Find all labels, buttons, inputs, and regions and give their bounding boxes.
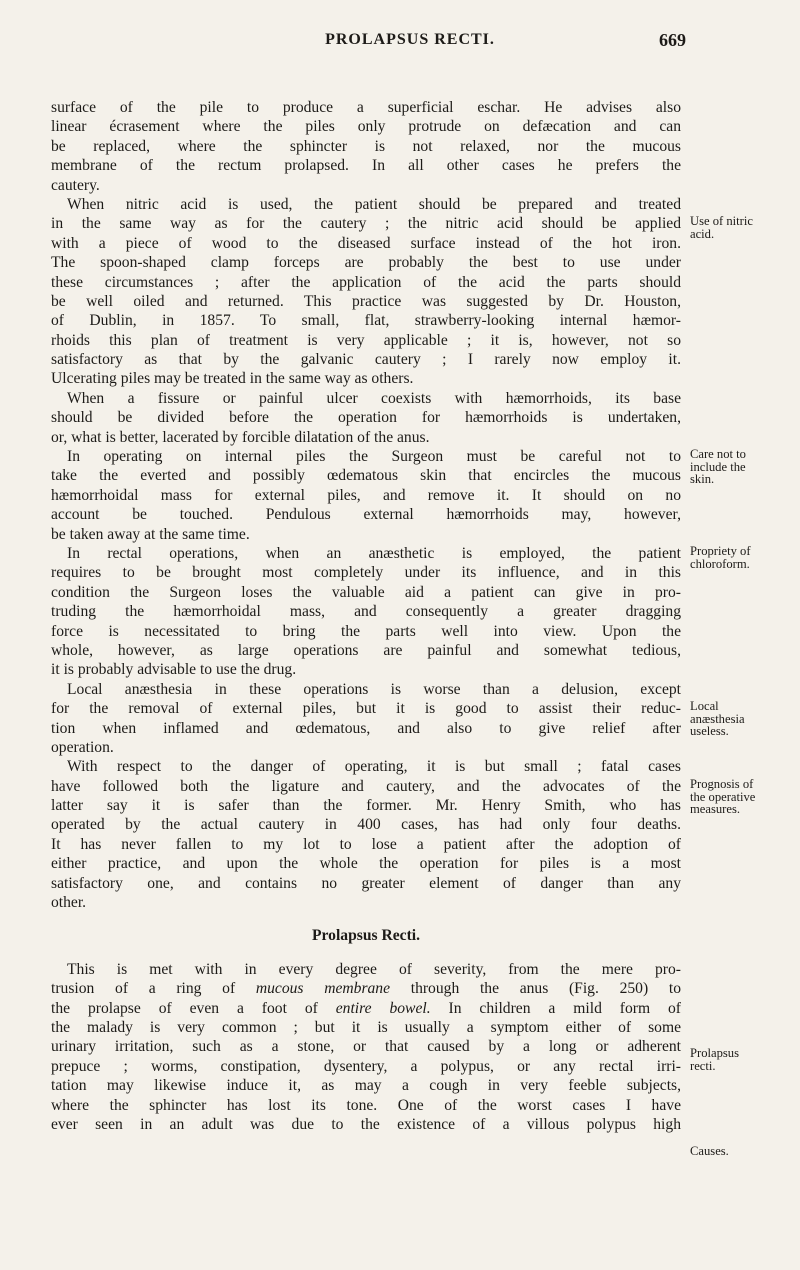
text-run: trusion of a ring of xyxy=(51,980,256,998)
text-line: requires to be brought most completely under its influence, and in this xyxy=(51,564,681,582)
text-line: latter say it is safer than the former. Mr. Henry Smith, who has xyxy=(51,797,681,815)
page-number: 669 xyxy=(659,30,686,50)
margin-note-line: Propriety of xyxy=(690,544,751,558)
text-line: or, what is better, lacerated by forcible dilatation of the anus. xyxy=(51,428,430,446)
text-line: take the everted and possibly œdematous skin that encircles the mucous xyxy=(51,467,681,485)
text-line: other. xyxy=(51,894,87,912)
text-run: through the anus (Fig. 250) to xyxy=(390,980,681,998)
margin-note-skin xyxy=(690,448,795,486)
text-line: the malady is very common ; but it is usually a symptom either of some xyxy=(51,1018,681,1036)
text-line: either practice, and upon the whole the operation for piles is a most xyxy=(51,855,681,873)
margin-note-line: the operative xyxy=(690,789,756,804)
margin-note-line: Use of nitric xyxy=(690,214,753,228)
italic-term: entire bowel. xyxy=(335,999,431,1017)
text-line: surface of the pile to produce a superficial eschar. He advises also xyxy=(51,99,681,116)
text-line: When nitric acid is used, the patient should be prepared and treated xyxy=(67,195,681,213)
margin-note-causes xyxy=(690,1145,795,1158)
margin-note-nitric-acid xyxy=(690,215,795,240)
text-run: the prolapse of even a foot of xyxy=(51,999,336,1017)
running-head: PROLAPSUS RECTI. xyxy=(325,31,495,48)
text-line: be replaced, where the sphincter is not relaxed, nor the mucous xyxy=(51,137,681,155)
text-line: cautery. xyxy=(51,176,100,194)
text-line: prepuce ; worms, constipation, dysentery, a polypus, or any rectal irri- xyxy=(51,1057,681,1075)
margin-note-prognosis xyxy=(690,778,795,816)
text-line: condition the Surgeon loses the valuable aid a patient can give in pro- xyxy=(51,583,681,601)
text-line: The spoon-shaped clamp forceps are probably the best to use under xyxy=(51,254,681,272)
text-line: rhoids this plan of treatment is very applicable ; it is, however, not so xyxy=(51,331,681,349)
margin-note-line: measures. xyxy=(690,802,741,817)
text-line: Local anæsthesia in these operations is worse than a delusion, except xyxy=(67,680,681,698)
margin-note-line: recti. xyxy=(690,1058,716,1073)
text-line xyxy=(51,979,681,998)
margin-note-chloroform xyxy=(690,545,795,570)
text-line: where the sphincter has lost its tone. One of the worst cases I have xyxy=(51,1096,681,1114)
text-line: satisfactory one, and contains no greater element of danger than any xyxy=(51,874,681,892)
margin-note-prolapsus-recti xyxy=(690,1047,795,1072)
text-line: With respect to the danger of operating, it is but small ; fatal cases xyxy=(67,758,681,776)
text-line: whole, however, as large operations are painful and somewhat tedious, xyxy=(51,641,681,659)
section-heading: Prolapsus Recti. xyxy=(312,927,420,945)
margin-note-line: Care not to xyxy=(690,447,746,461)
text-line xyxy=(51,999,681,1018)
margin-note-local-anaesthesia xyxy=(690,700,795,738)
text-line: force is necessitated to bring the parts well into view. Upon the xyxy=(51,622,681,640)
margin-note-line: include the xyxy=(690,459,746,474)
text-line: membrane of the rectum prolapsed. In all other cases he prefers the xyxy=(51,157,681,175)
text-line: operation. xyxy=(51,738,114,756)
text-line: It has never fallen to my lot to lose a patient after the adoption of xyxy=(51,835,681,853)
text-line: in the same way as for the cautery ; the nitric acid should be applied xyxy=(51,215,681,233)
text-line: truding the hæmorrhoidal mass, and consequently a greater dragging xyxy=(51,603,681,621)
text-line: urinary irritation, such as a stone, or that caused by a long or adherent xyxy=(51,1038,681,1056)
text-line: it is probably advisable to use the drug. xyxy=(51,661,297,679)
text-line: In rectal operations, when an anæsthetic is employed, the patient xyxy=(67,544,681,562)
text-line: operated by the actual cautery in 400 cases, has had only four deaths. xyxy=(51,816,681,834)
text-line: account be touched. Pendulous external hæmorrhoids may, however, xyxy=(51,506,681,524)
text-line: ever seen in an adult was due to the existence of a villous polypus high xyxy=(51,1115,681,1133)
margin-note-line: Prolapsus xyxy=(690,1046,739,1060)
text-line: be taken away at the same time. xyxy=(51,525,250,543)
margin-note-line: Local xyxy=(690,699,719,713)
text-line: be well oiled and returned. This practice was suggested by Dr. Houston, xyxy=(51,292,681,310)
margin-note-line: acid. xyxy=(690,226,715,241)
text-line: When a fissure or painful ulcer coexists with hæmorrhoids, its base xyxy=(67,389,681,407)
text-line: of Dublin, in 1857. To small, flat, strawberry-looking internal hæmor- xyxy=(51,312,681,330)
text-line: should be divided before the operation for hæmorrhoids is undertaken, xyxy=(51,409,681,427)
body-text xyxy=(51,98,681,1134)
margin-note-line: anæsthesia xyxy=(690,711,745,726)
text-line: In operating on internal piles the Surgeon must be careful not to xyxy=(67,448,681,466)
text-line: these circumstances ; after the application of the acid the parts should xyxy=(51,273,681,291)
margin-note-line: skin. xyxy=(690,472,715,487)
margin-note-line: Causes. xyxy=(690,1144,729,1158)
margin-note-line: Prognosis of xyxy=(690,777,754,791)
text-line: Ulcerating piles may be treated in the same way as others. xyxy=(51,370,414,388)
text-line: This is met with in every degree of severity, from the mere pro- xyxy=(67,960,681,978)
text-line: tation may likewise induce it, as may a cough in very feeble subjects, xyxy=(51,1077,681,1095)
text-line: have followed both the ligature and cautery, and the advocates of the xyxy=(51,777,681,795)
text-line: with a piece of wood to the diseased surface instead of the hot iron. xyxy=(51,234,681,252)
text-line: linear écrasement where the piles only protrude on defæcation and can xyxy=(51,118,681,136)
margin-note-line: chloroform. xyxy=(690,556,750,571)
text-run: In children a mild form of xyxy=(430,999,681,1017)
italic-term: mucous membrane xyxy=(255,980,391,998)
text-line: tion when inflamed and œdematous, and also to give relief after xyxy=(51,719,681,737)
margin-note-line: useless. xyxy=(690,724,729,739)
text-line: hæmorrhoidal mass for external piles, and remove it. It should on no xyxy=(51,486,681,504)
text-line: satisfactory as that by the galvanic cautery ; I rarely now employ it. xyxy=(51,351,681,369)
text-line: for the removal of external piles, but it is good to assist their reduc- xyxy=(51,700,681,718)
